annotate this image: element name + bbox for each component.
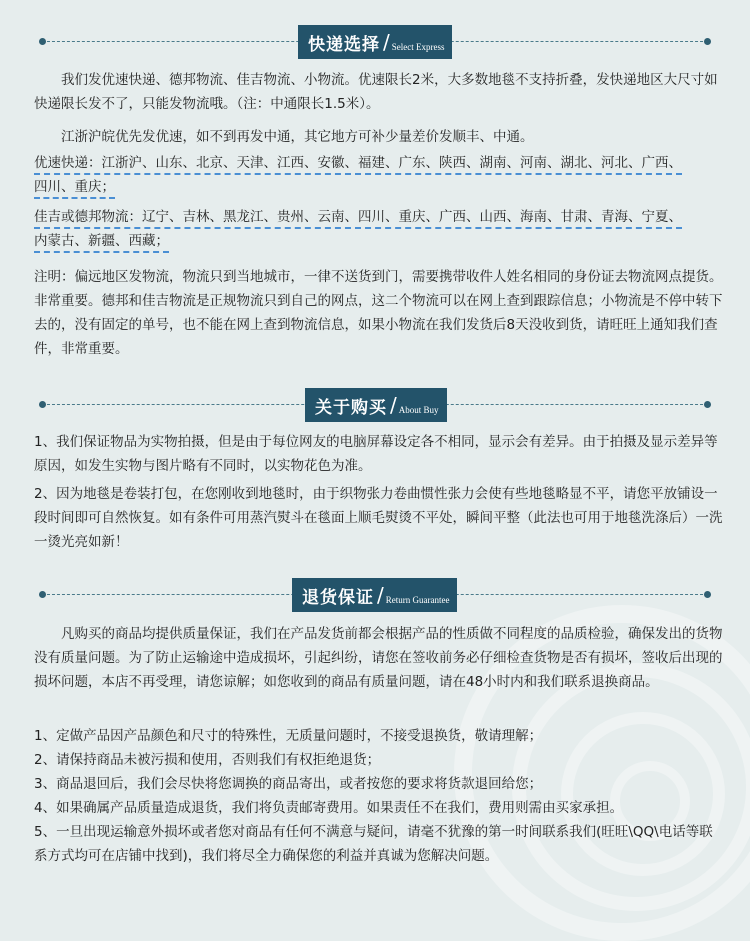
section-title-en: Return Guarantee bbox=[385, 595, 450, 605]
section-header-return bbox=[0, 578, 750, 612]
section-header-express bbox=[0, 25, 750, 59]
bullet-dot bbox=[39, 38, 46, 45]
express-note: 注明：偏远地区发物流，物流只到当地城市，一律不送货到门，需要携带收件人姓名相同的身份证去物流网点提货。非常重要。德邦和佳吉物流是正规物流只到自己的网点，这二个物流可以在网上查到跟踪信息；小物流是不停中转下去的，没有固定的单号，也不能在网上查到物流信息，如果小物流在我们发货后8天没收到货，请旺旺上通知我们查件，非常重要。 bbox=[34, 269, 723, 357]
list-item: 1、定做产品因产品颜色和尺寸的特殊性，无质量问题时，不接受退换货，敬请理解； bbox=[34, 728, 543, 744]
jiaji-line-1: 佳吉或德邦物流：辽宁、吉林、黑龙江、贵州、云南、四川、重庆、广西、山西、海南、甘肃、青海、宁夏、 bbox=[34, 209, 682, 229]
bullet-dot bbox=[39, 401, 46, 408]
section-title-badge bbox=[305, 388, 447, 422]
section-title-badge bbox=[298, 25, 452, 59]
return-list bbox=[34, 724, 724, 868]
section-title-cn: 退货保证 bbox=[302, 587, 374, 608]
youshu-line-2: 四川、重庆； bbox=[34, 179, 115, 199]
list-item: 5、一旦出现运输意外损坏或者您对商品有任何不满意与疑问，请毫不犹豫的第一时间联系我们(旺旺\QQ\电话等联系方式均可在店铺中找到)，我们将尽全力确保您的利益并真诚为您解决问题。 bbox=[34, 824, 713, 864]
slash-divider: / bbox=[390, 393, 397, 417]
section-header-buy bbox=[0, 388, 750, 422]
section-title-en: Select Express bbox=[391, 42, 445, 52]
express-jiaji-list bbox=[34, 205, 724, 253]
express-paragraph-1: 我们发优速快递、德邦物流、佳吉物流、小物流。优速限长2米，大多数地毯不支持折叠，发快递地区大尺寸如快递限长发不了，只能发物流哦。（注：中通限长1.5米）。 bbox=[34, 72, 718, 112]
return-paragraph-1: 凡购买的商品均提供质量保证，我们在产品发货前都会根据产品的性质做不同程度的品质检验，确保发出的货物没有质量问题。为了防止运输途中造成损坏，引起纠纷，请您在签收前务必仔细检查货物是否有损坏，签收后出现的损坏问题，本店不再受理，请您谅解；如您收到的商品有质量问题，请在48小时内和我们联系退换商品。 bbox=[34, 626, 723, 690]
slash-divider: / bbox=[383, 30, 390, 54]
list-item: 3、商品退回后，我们会尽快将您调换的商品寄出，或者按您的要求将货款退回给您； bbox=[34, 776, 543, 792]
bullet-dot bbox=[39, 591, 46, 598]
list-item: 2、请保持商品未被污损和使用，否则我们有权拒绝退货； bbox=[34, 752, 381, 768]
express-paragraph-2: 江浙沪皖优先发优速，如不到再发中通，其它地方可补少量差价发顺丰、中通。 bbox=[61, 129, 534, 145]
bullet-dot bbox=[704, 591, 711, 598]
section-title-en: About Buy bbox=[398, 405, 439, 415]
list-item: 4、如果确属产品质量造成退货，我们将负责邮寄费用。如果责任不在我们，费用则需由买家承担。 bbox=[34, 800, 624, 816]
express-youshu-list bbox=[34, 151, 724, 199]
section-title-cn: 关于购买 bbox=[315, 397, 387, 418]
jiaji-line-2: 内蒙古、新疆、西藏； bbox=[34, 233, 169, 253]
youshu-line-1: 优速快递：江浙沪、山东、北京、天津、江西、安徽、福建、广东、陕西、湖南、河南、湖北、河北、广西、 bbox=[34, 155, 682, 175]
bullet-dot bbox=[704, 38, 711, 45]
section-title-badge bbox=[292, 578, 457, 612]
slash-divider: / bbox=[377, 583, 384, 607]
buy-paragraph-2: 2、因为地毯是卷装打包，在您刚收到地毯时，由于织物张力卷曲惯性张力会使有些地毯略显不平，请您平放铺设一段时间即可自然恢复。如有条件可用蒸汽熨斗在毯面上顺毛熨烫不平处，瞬间平整（此法也可用于地毯洗涤后）一洗一烫光亮如新！ bbox=[34, 486, 723, 550]
section-title-cn: 快递选择 bbox=[308, 34, 380, 55]
buy-paragraph-1: 1、我们保证物品为实物拍摄，但是由于每位网友的电脑屏幕设定各不相同，显示会有差异。由于拍摄及显示差异等原因，如发生实物与图片略有不同时，以实物花色为准。 bbox=[34, 434, 718, 474]
bullet-dot bbox=[704, 401, 711, 408]
